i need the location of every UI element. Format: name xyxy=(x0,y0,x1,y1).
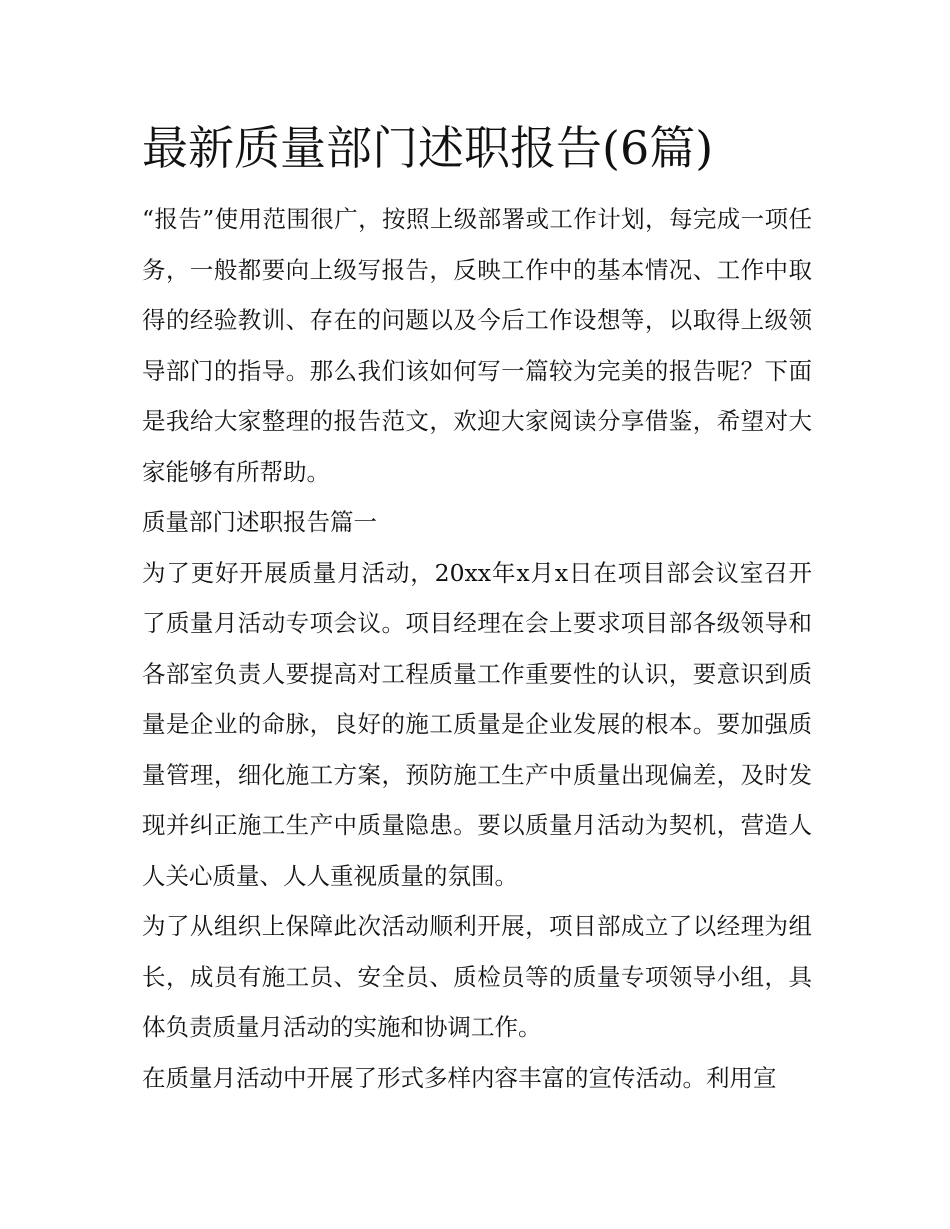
body-paragraph-1: 为了更好开展质量月活动，20xx年x月x日在项目部会议室召开了质量月活动专项会议。项目经理在会上要求项目部各级领导和各部室负责人要提高对工程质量工作重要性的认识，要意识到质量是企业的命脉，良好的施工质量是企业发展的根本。要加强质量管理，细化施工方案，预防施工生产中质量出现偏差，及时发现并纠正施工生产中质量隐患。要以质量月活动为契机，营造人人关心质量、人人重视质量的氛围。 xyxy=(142,558,812,890)
intro-paragraph: “报告”使用范围很广，按照上级部署或工作计划，每完成一项任务，一般都要向上级写报告，反映工作中的基本情况、工作中取得的经验教训、存在的问题以及今后工作设想等，以取得上级领导部门的指导。那么我们该如何写一篇较为完美的报告呢？下面是我给大家整理的报告范文，欢迎大家阅读分享借鉴，希望对大家能够有所帮助。 xyxy=(142,205,812,486)
document-title: 最新质量部门述职报告(6篇) xyxy=(142,121,714,175)
body-paragraph-2: 为了从组织上保障此次活动顺利开展，项目部成立了以经理为组长，成员有施工员、安全员、质检员等的质量专项领导小组，具体负责质量月活动的实施和协调工作。 xyxy=(142,912,812,1041)
section-heading: 质量部门述职报告篇一 xyxy=(142,508,377,536)
body-paragraph-3: 在质量月活动中开展了形式多样内容丰富的宣传活动。利用宣 xyxy=(142,1063,777,1092)
document-page xyxy=(142,118,812,1103)
